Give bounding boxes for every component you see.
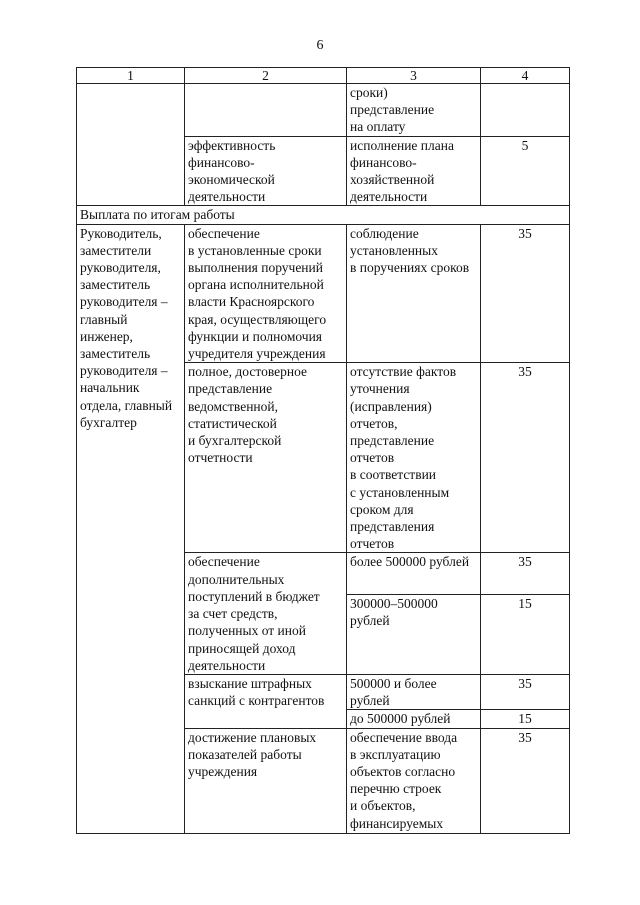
plan-points: 35	[481, 728, 570, 832]
header-col-1: 1	[77, 68, 185, 84]
reporting-indicator: полное, достоверное представление ведомственной, статистической и бухгалтерской отчетности	[185, 363, 347, 553]
plan-indicator: достижение плановых показателей работы учреждения	[185, 728, 347, 832]
revenue-indicator: обеспечение дополнительных поступлений в бюджет за счет средств, полученных от иной приносящей доход деятельности	[185, 553, 347, 674]
penalty-criterion-a: 500000 и более рублей	[347, 674, 481, 709]
deadline-criterion: соблюдение установленных в поручениях сроков	[347, 224, 481, 363]
penalty-points-a: 35	[481, 674, 570, 709]
plan-points-continued	[481, 832, 570, 834]
section-title: Выплата по итогам работы	[77, 206, 570, 224]
revenue-points-b: 15	[481, 594, 570, 674]
efficiency-points: 5	[481, 136, 570, 206]
deadline-points: 35	[481, 224, 570, 363]
payment-criteria-table	[76, 67, 570, 834]
revenue-criterion-a: более 500000 рублей	[347, 553, 481, 594]
header-row	[77, 68, 570, 84]
plan-indicator-continued	[185, 832, 347, 834]
plan-criterion: обеспечение ввода в эксплуатацию объектов согласно перечню строек и объектов, финансируемых	[347, 728, 481, 832]
header-col-4: 4	[481, 68, 570, 84]
deadline-indicator: обеспечение в установленные сроки выполнения поручений органа исполнительной власти Красноярского края, осуществляющего функции и полномочия учредителя учреждения	[185, 224, 347, 363]
header-col-2: 2	[185, 68, 347, 84]
header-col-3: 3	[347, 68, 481, 84]
continuation-row	[77, 84, 570, 137]
plan-criterion-continued	[347, 832, 481, 834]
reporting-criterion: отсутствие фактов уточнения (исправления) отчетов, представление отчетов в соответствии с установленным сроком для представления отчетов	[347, 363, 481, 553]
section-row	[77, 206, 570, 224]
deadline-row	[77, 224, 570, 363]
continuation-position-cell	[77, 84, 185, 206]
revenue-criterion-b: 300000–500000 рублей	[347, 594, 481, 674]
reporting-points: 35	[481, 363, 570, 553]
penalty-criterion-b: до 500000 рублей	[347, 710, 481, 728]
continuation-points-cell	[481, 84, 570, 137]
penalty-indicator: взыскание штрафных санкций с контрагентов	[185, 674, 347, 728]
continuation-criterion: сроки) представление на оплату	[347, 84, 481, 137]
efficiency-criterion: исполнение плана финансово- хозяйственной деятельности	[347, 136, 481, 206]
penalty-points-b: 15	[481, 710, 570, 728]
page-number: 6	[316, 38, 324, 53]
position-title: Руководитель, заместители руководителя, заместитель руководителя – главный инженер, заместитель руководителя – начальник отдела, главный бухгалтер	[77, 224, 185, 833]
efficiency-indicator: эффективность финансово- экономической деятельности	[185, 136, 347, 206]
continuation-indicator-cell	[185, 84, 347, 137]
revenue-points-a: 35	[481, 553, 570, 594]
